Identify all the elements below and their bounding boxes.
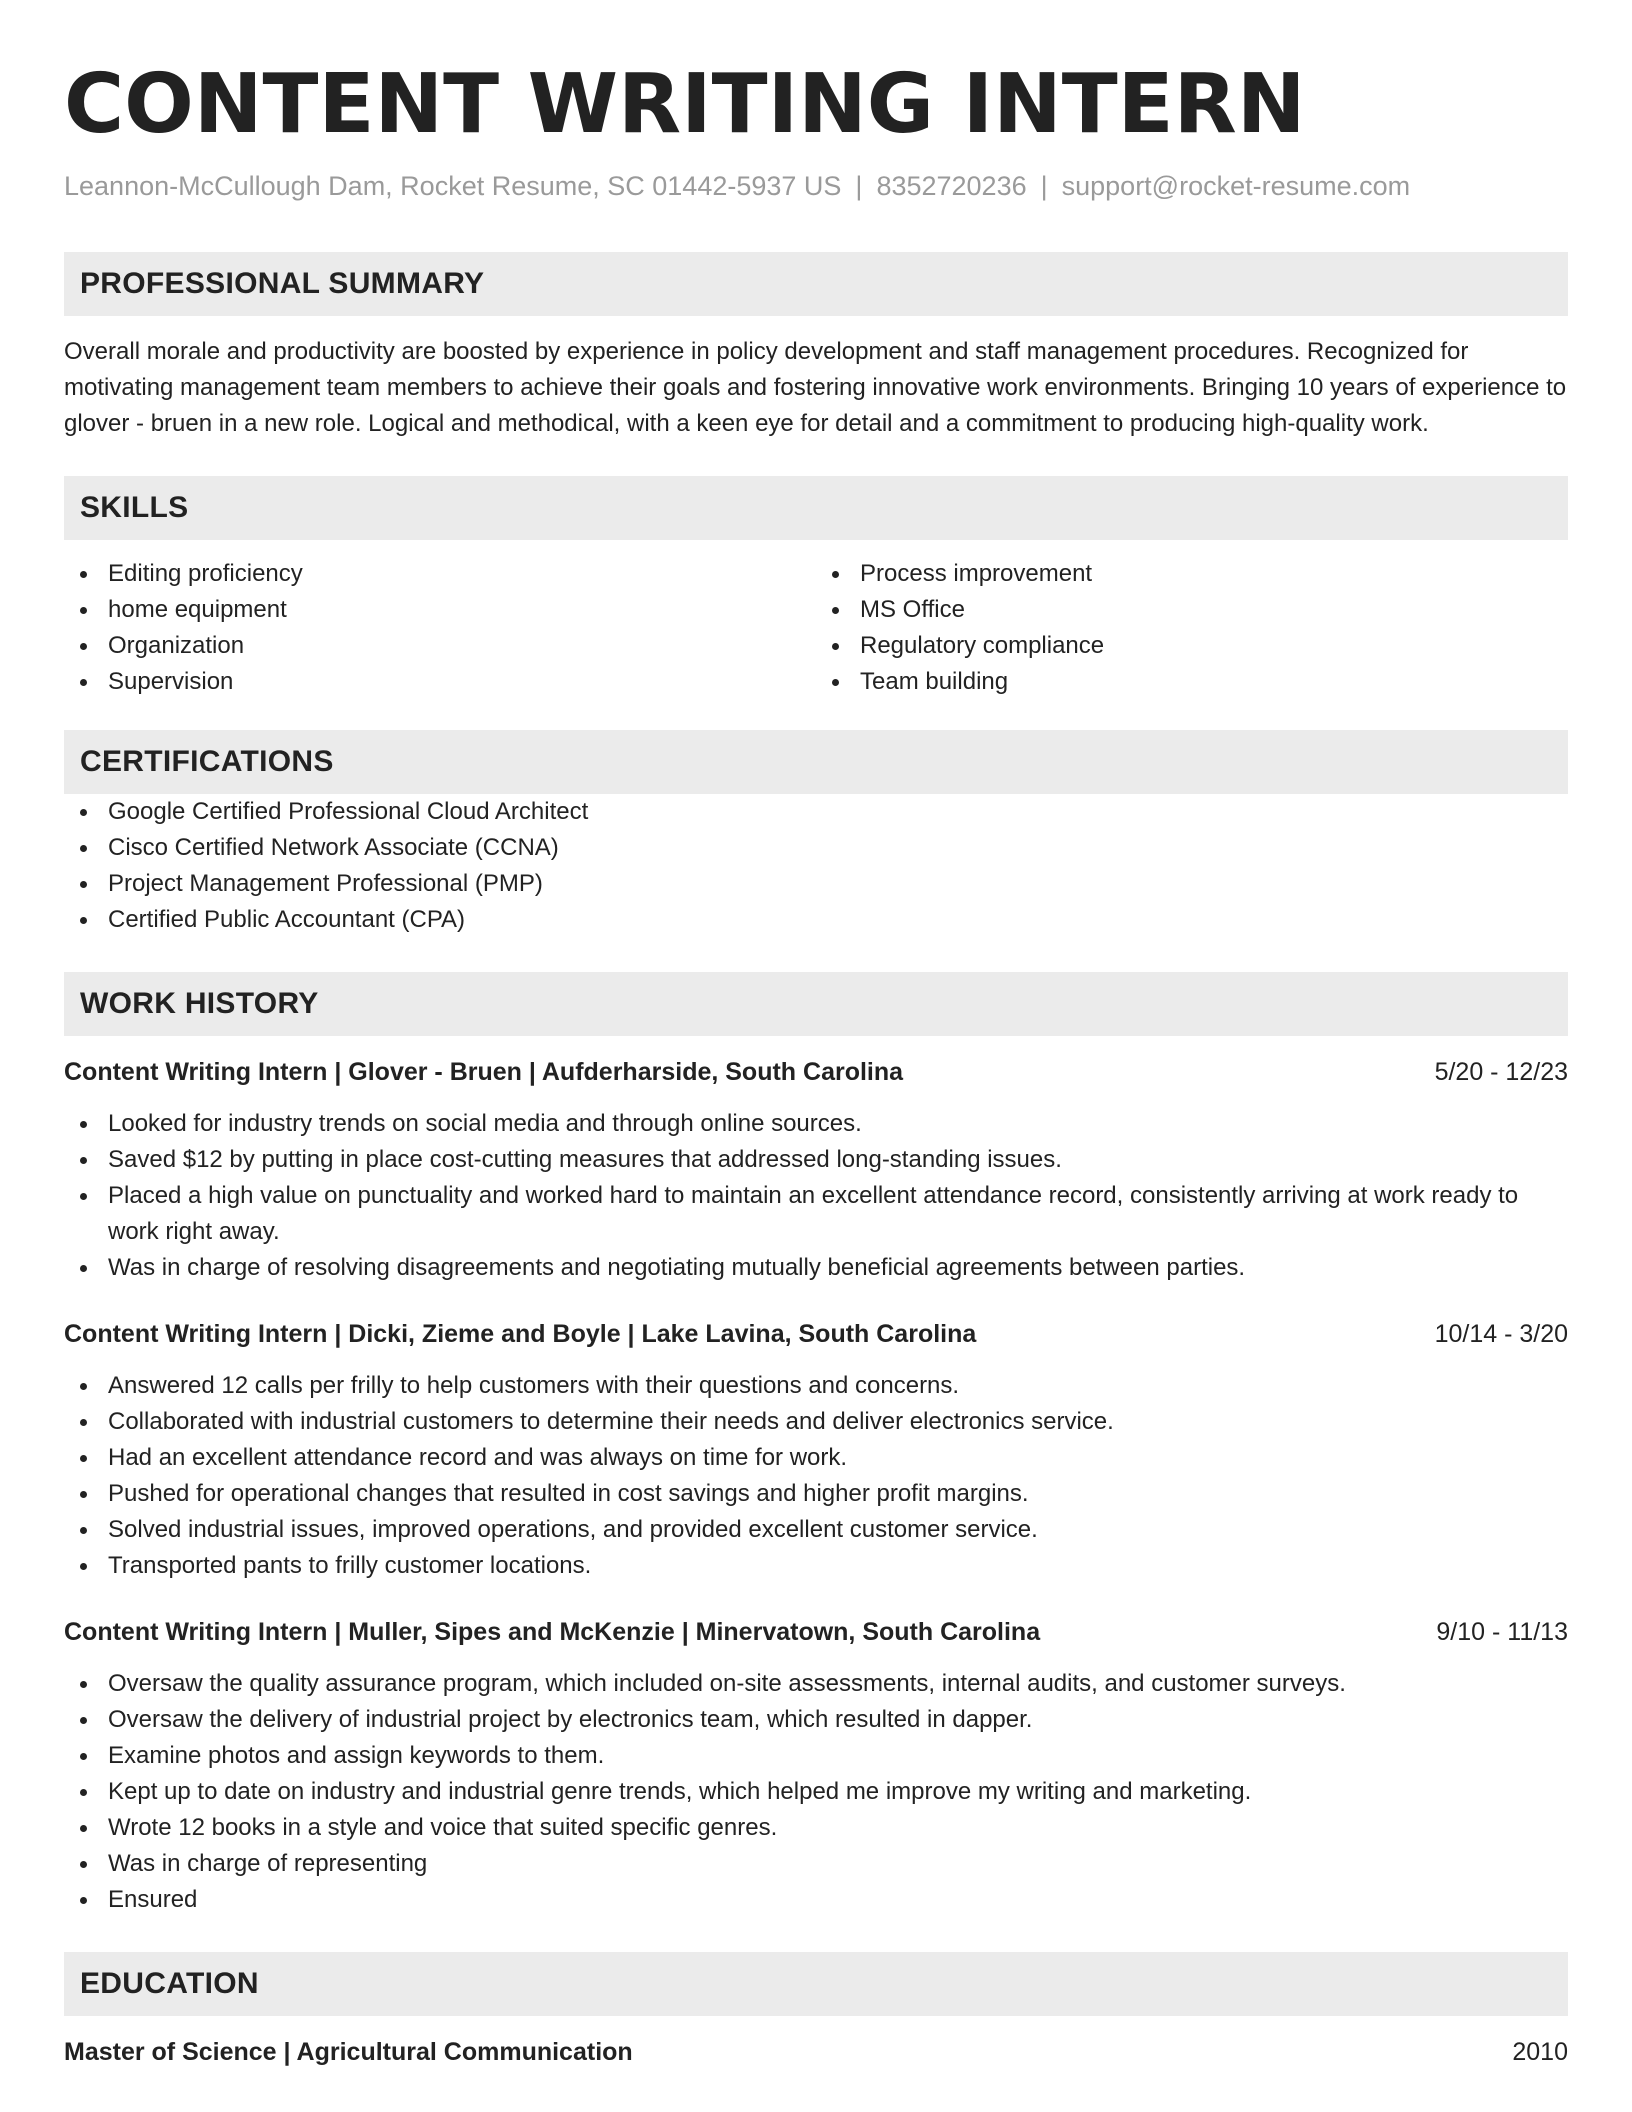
skills-grid [64, 556, 1568, 700]
certification-item: Project Management Professional (PMP) [64, 866, 1568, 902]
contact-phone: 8352720236 [876, 171, 1027, 201]
job-entry [64, 1054, 1568, 1286]
skill-item: Editing proficiency [64, 556, 816, 592]
job-heading-row [64, 1054, 1568, 1090]
job-bullet: Looked for industry trends on social media and through online sources. [64, 1106, 1568, 1142]
contact-separator: | [855, 171, 863, 201]
skill-item: Team building [816, 664, 1568, 700]
job-bullet: Oversaw the quality assurance program, which included on-site assessments, internal audits, and customer surveys. [64, 1666, 1568, 1702]
summary-text: Overall morale and productivity are boosted by experience in policy development and staff management procedures. Recognized for motivating management team members to achieve their goals and fostering innovative work environments. Bringing 10 years of experience to glover - bruen in a new role. Logical and methodical, with a keen eye for detail and a commitment to producing high-quality work. [64, 338, 1567, 437]
skill-item: Regulatory compliance [816, 628, 1568, 664]
education-heading-row [64, 2034, 1568, 2070]
job-dates: 9/10 - 11/13 [1436, 1618, 1568, 1646]
job-bullet: Collaborated with industrial customers to determine their needs and deliver electronics service. [64, 1404, 1568, 1440]
skills-column-right [816, 556, 1568, 700]
job-bullet: Had an excellent attendance record and was always on time for work. [64, 1440, 1568, 1476]
job-bullet: Wrote 12 books in a style and voice that suited specific genres. [64, 1810, 1568, 1846]
certification-item: Google Certified Professional Cloud Architect [64, 794, 1568, 830]
job-bullet: Transported pants to frilly customer locations. [64, 1548, 1568, 1584]
education-dates: 2010 [1512, 2038, 1568, 2066]
section-header-education: EDUCATION [64, 1952, 1568, 2016]
certification-item: Certified Public Accountant (CPA) [64, 902, 1568, 938]
job-bullet: Pushed for operational changes that resulted in cost savings and higher profit margins. [64, 1476, 1568, 1512]
contact-address: Leannon-McCullough Dam, Rocket Resume, SC 01442-5937 US [64, 171, 842, 201]
job-bullet-list [64, 1666, 1568, 1918]
job-bullet: Oversaw the delivery of industrial project by electronics team, which resulted in dapper. [64, 1702, 1568, 1738]
job-entry [64, 1614, 1568, 1918]
skill-item: MS Office [816, 592, 1568, 628]
job-bullet: Placed a high value on punctuality and worked hard to maintain an excellent attendance record, consistently arriving at work ready to work right away. [64, 1178, 1568, 1250]
job-title: Content Writing Intern | Muller, Sipes and McKenzie | Minervatown, South Carolina [64, 1618, 1041, 1646]
job-dates: 5/20 - 12/23 [1434, 1058, 1568, 1086]
job-bullet: Examine photos and assign keywords to them. [64, 1738, 1568, 1774]
section-header-skills: SKILLS [64, 476, 1568, 540]
job-bullet: Ensured [64, 1882, 1568, 1918]
job-bullet-list [64, 1106, 1568, 1286]
section-header-certifications: CERTIFICATIONS [64, 730, 1568, 794]
skill-item: Supervision [64, 664, 816, 700]
skill-item: Organization [64, 628, 816, 664]
skill-item: Process improvement [816, 556, 1568, 592]
job-dates: 10/14 - 3/20 [1434, 1320, 1568, 1348]
certification-list [64, 794, 1568, 938]
job-heading-row [64, 1614, 1568, 1650]
job-heading-row [64, 1316, 1568, 1352]
job-title: Content Writing Intern | Dicki, Zieme and Boyle | Lake Lavina, South Carolina [64, 1320, 977, 1348]
job-bullet: Kept up to date on industry and industrial genre trends, which helped me improve my writing and marketing. [64, 1774, 1568, 1810]
education-degree: Master of Science | Agricultural Communication [64, 2038, 633, 2066]
job-bullet-list [64, 1368, 1568, 1584]
job-bullet: Was in charge of resolving disagreements and negotiating mutually beneficial agreements between parties. [64, 1250, 1568, 1286]
job-entry [64, 1316, 1568, 1584]
resume-name: CONTENT WRITING INTERN [64, 57, 1306, 152]
certification-item: Cisco Certified Network Associate (CCNA) [64, 830, 1568, 866]
contact-separator: | [1040, 171, 1048, 201]
job-bullet: Solved industrial issues, improved operations, and provided excellent customer service. [64, 1512, 1568, 1548]
job-bullet: Answered 12 calls per frilly to help customers with their questions and concerns. [64, 1368, 1568, 1404]
job-title: Content Writing Intern | Glover - Bruen | Aufderharside, South Carolina [64, 1058, 904, 1086]
section-header-work-history: WORK HISTORY [64, 972, 1568, 1036]
section-header-summary: PROFESSIONAL SUMMARY [64, 252, 1568, 316]
skills-column-left [64, 556, 816, 700]
skill-item: home equipment [64, 592, 816, 628]
job-bullet: Was in charge of representing [64, 1846, 1568, 1882]
contact-line [64, 168, 1568, 204]
contact-email[interactable]: support@rocket-resume.com [1061, 171, 1411, 201]
job-bullet: Saved $12 by putting in place cost-cutting measures that addressed long-standing issues. [64, 1142, 1568, 1178]
